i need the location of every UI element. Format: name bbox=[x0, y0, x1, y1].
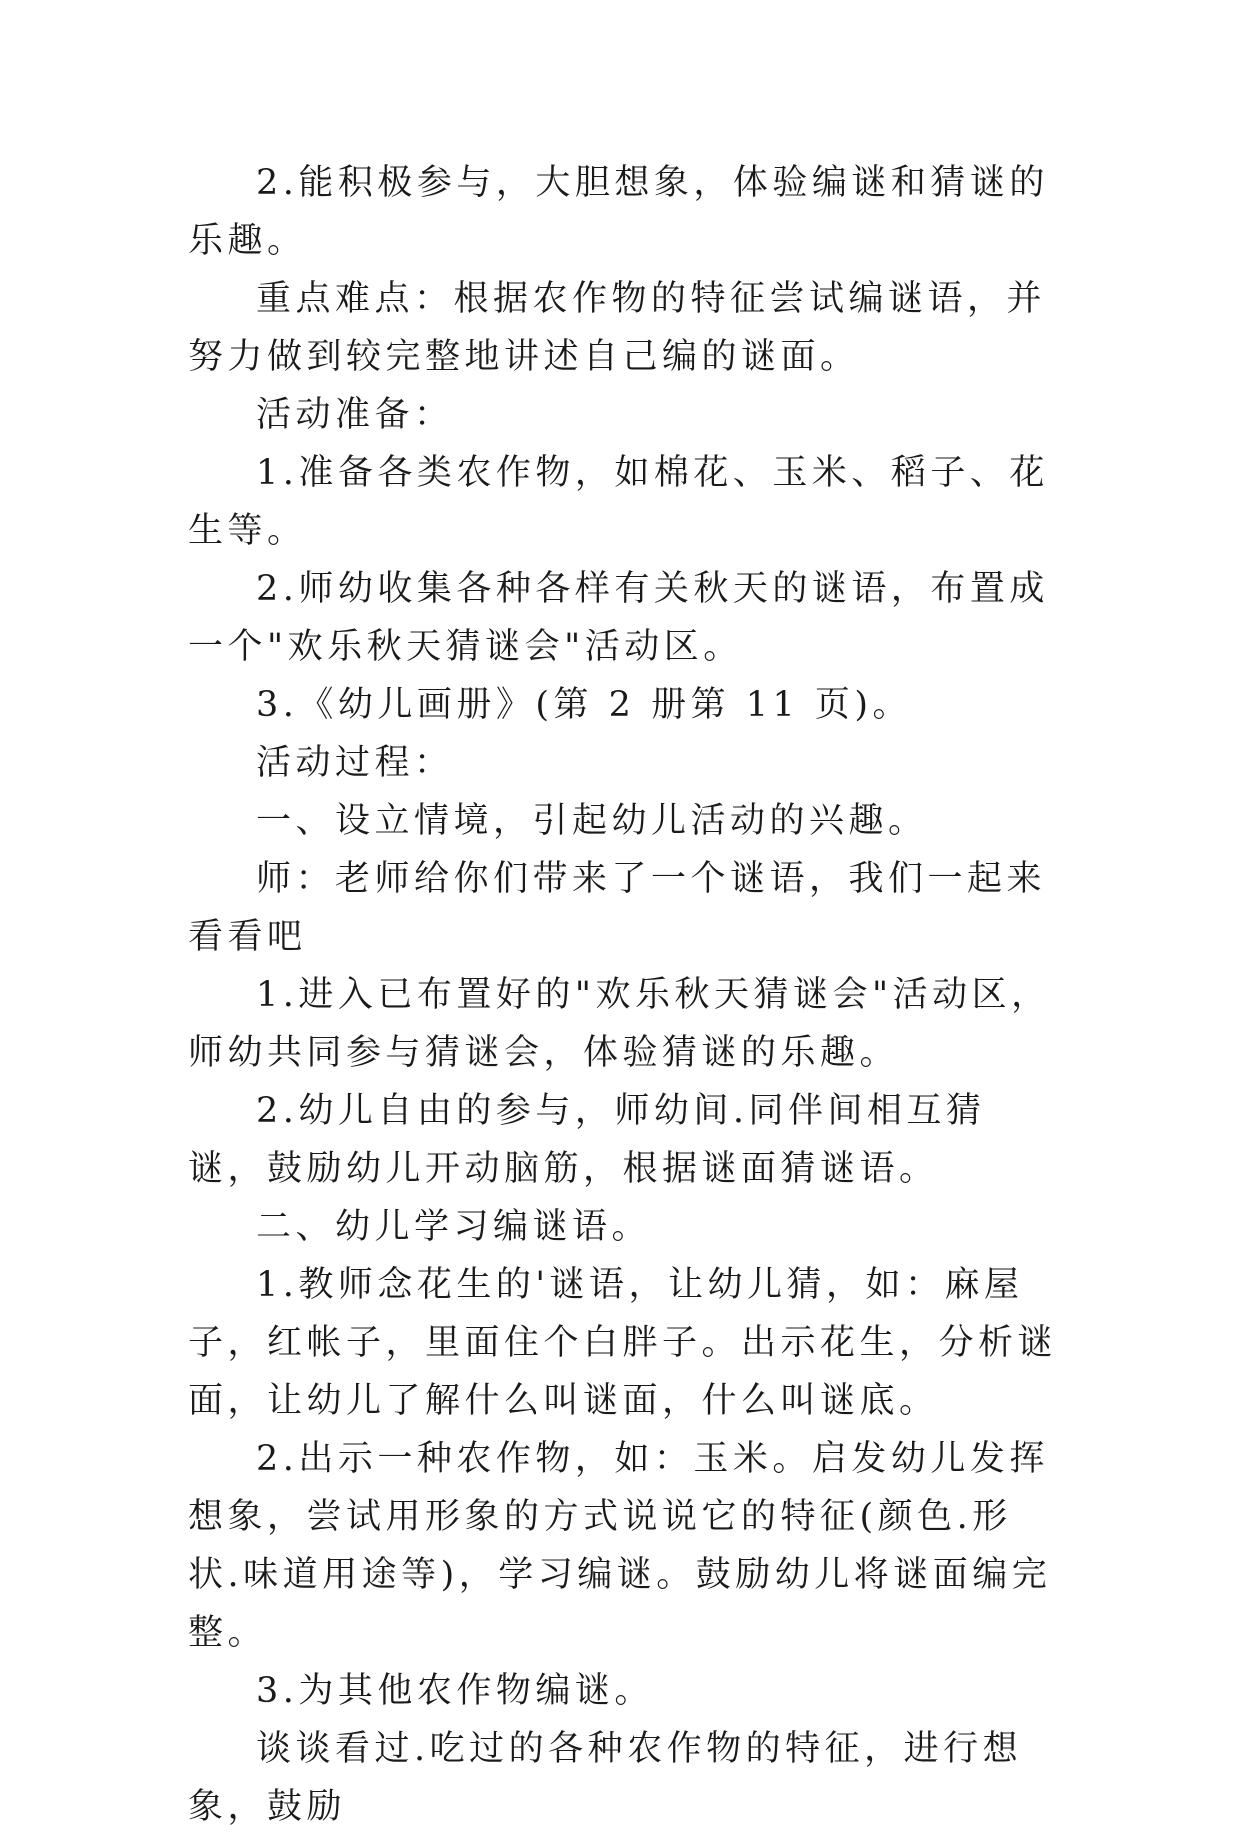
paragraph-process-2-2: 2.出示一种农作物，如：玉米。启发幼儿发挥想象，尝试用形象的方式说说它的特征(颜色.形状.味道用途等)，学习编谜。鼓励幼儿将谜面编完整。 bbox=[188, 1439, 1052, 1653]
paragraph-process-2-3: 3.为其他农作物编谜。 bbox=[256, 1671, 654, 1711]
paragraph-prep-2: 2.师幼收集各种各样有关秋天的谜语，布置成一个"欢乐秋天猜谜会"活动区。 bbox=[188, 569, 1049, 667]
document-body bbox=[188, 154, 1058, 1836]
paragraph-prep-1: 1.准备各类农作物，如棉花、玉米、稻子、花生等。 bbox=[188, 453, 1049, 551]
paragraph-process-1-1: 1.进入已布置好的"欢乐秋天猜谜会"活动区，师幼共同参与猜谜会，体验猜谜的乐趣。 bbox=[188, 975, 1051, 1073]
heading-section-2: 二、幼儿学习编谜语。 bbox=[256, 1207, 652, 1247]
paragraph-prep-3: 3.《幼儿画册》(第 2 册第 11 页)。 bbox=[256, 685, 913, 725]
paragraph-teacher-intro: 师：老师给你们带来了一个谜语，我们一起来看看吧 bbox=[188, 859, 1047, 957]
paragraph-goal-2: 2.能积极参与，大胆想象，体验编谜和猜谜的乐趣。 bbox=[188, 163, 1049, 261]
heading-activity-preparation: 活动准备： bbox=[256, 395, 454, 435]
paragraph-discussion: 谈谈看过.吃过的各种农作物的特征，进行想象，鼓励 bbox=[188, 1729, 1023, 1827]
heading-activity-process: 活动过程： bbox=[256, 743, 454, 783]
paragraph-process-1-2: 2.幼儿自由的参与，师幼间.同伴间相互猜谜，鼓励幼儿开动脑筋，根据谜面猜谜语。 bbox=[188, 1091, 986, 1189]
heading-section-1: 一、设立情境，引起幼儿活动的兴趣。 bbox=[256, 801, 928, 841]
paragraph-process-2-1: 1.教师念花生的'谜语，让幼儿猜，如：麻屋子，红帐子，里面住个白胖子。出示花生，分析谜面，让幼儿了解什么叫谜面，什么叫谜底。 bbox=[188, 1265, 1058, 1421]
paragraph-key-difficulty: 重点难点：根据农作物的特征尝试编谜语，并努力做到较完整地讲述自己编的谜面。 bbox=[188, 279, 1047, 377]
